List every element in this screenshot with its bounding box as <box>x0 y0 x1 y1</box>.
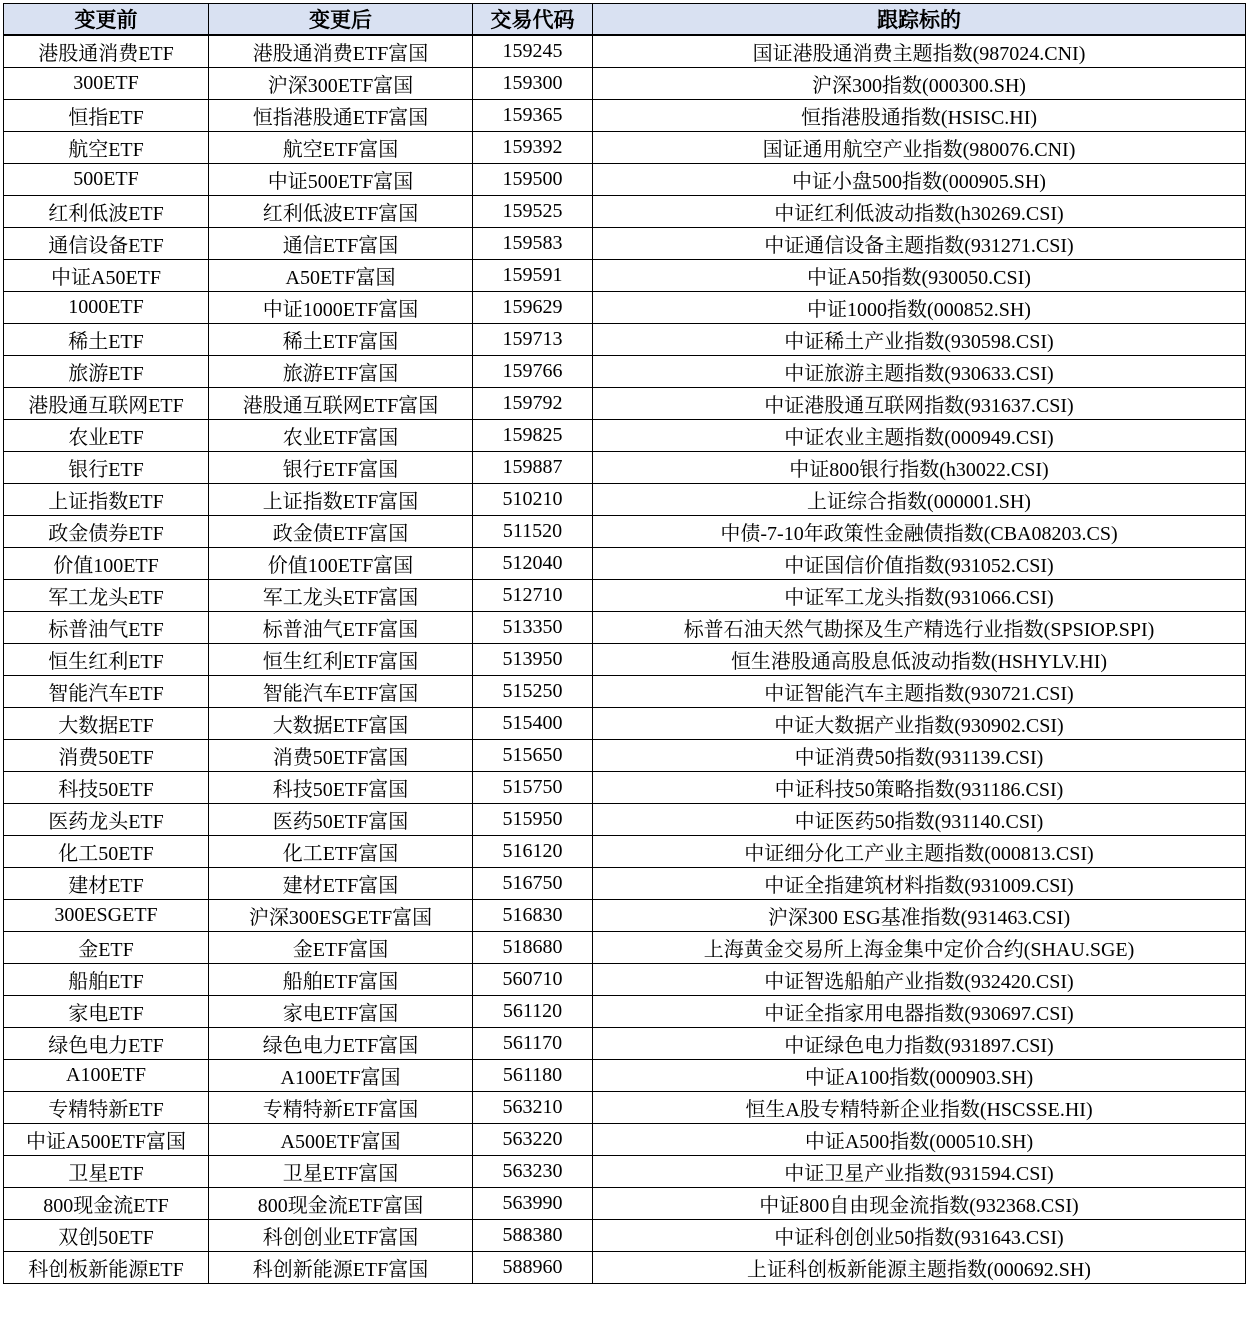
cell-before-change: 500ETF <box>4 164 209 196</box>
cell-tracking-target: 上证综合指数(000001.SH) <box>593 484 1246 516</box>
table-row <box>4 772 1246 804</box>
cell-tracking-target: 中证细分化工产业主题指数(000813.CSI) <box>593 836 1246 868</box>
table-row <box>4 996 1246 1028</box>
cell-after-change: 金ETF富国 <box>209 932 473 964</box>
cell-after-change: 沪深300ETF富国 <box>209 68 473 100</box>
table-row <box>4 644 1246 676</box>
cell-before-change: 农业ETF <box>4 420 209 452</box>
cell-tracking-target: 标普石油天然气勘探及生产精选行业指数(SPSIOP.SPI) <box>593 612 1246 644</box>
cell-ticker-code: 513950 <box>473 644 593 676</box>
table-row <box>4 612 1246 644</box>
cell-after-change: 军工龙头ETF富国 <box>209 580 473 612</box>
cell-after-change: 建材ETF富国 <box>209 868 473 900</box>
cell-before-change: 旅游ETF <box>4 356 209 388</box>
cell-before-change: 港股通消费ETF <box>4 35 209 68</box>
table-row <box>4 964 1246 996</box>
table-row <box>4 452 1246 484</box>
cell-tracking-target: 沪深300指数(000300.SH) <box>593 68 1246 100</box>
cell-tracking-target: 中证军工龙头指数(931066.CSI) <box>593 580 1246 612</box>
cell-tracking-target: 上海黄金交易所上海金集中定价合约(SHAU.SGE) <box>593 932 1246 964</box>
cell-tracking-target: 恒指港股通指数(HSISC.HI) <box>593 100 1246 132</box>
cell-before-change: 船舶ETF <box>4 964 209 996</box>
cell-before-change: 消费50ETF <box>4 740 209 772</box>
table-row <box>4 388 1246 420</box>
cell-ticker-code: 518680 <box>473 932 593 964</box>
cell-after-change: 红利低波ETF富国 <box>209 196 473 228</box>
table-row <box>4 292 1246 324</box>
cell-ticker-code: 560710 <box>473 964 593 996</box>
cell-ticker-code: 159392 <box>473 132 593 164</box>
cell-after-change: 旅游ETF富国 <box>209 356 473 388</box>
cell-ticker-code: 159792 <box>473 388 593 420</box>
cell-after-change: 800现金流ETF富国 <box>209 1188 473 1220</box>
cell-after-change: 港股通消费ETF富国 <box>209 35 473 68</box>
cell-after-change: 恒生红利ETF富国 <box>209 644 473 676</box>
cell-before-change: 军工龙头ETF <box>4 580 209 612</box>
cell-ticker-code: 159500 <box>473 164 593 196</box>
cell-before-change: 医药龙头ETF <box>4 804 209 836</box>
cell-ticker-code: 561170 <box>473 1028 593 1060</box>
cell-after-change: 科技50ETF富国 <box>209 772 473 804</box>
cell-after-change: 银行ETF富国 <box>209 452 473 484</box>
cell-ticker-code: 588960 <box>473 1252 593 1284</box>
table-row <box>4 1220 1246 1252</box>
table-row <box>4 1188 1246 1220</box>
cell-ticker-code: 515950 <box>473 804 593 836</box>
table-row <box>4 1028 1246 1060</box>
cell-before-change: 银行ETF <box>4 452 209 484</box>
cell-ticker-code: 159766 <box>473 356 593 388</box>
header-tracking-target: 跟踪标的 <box>593 4 1246 36</box>
cell-ticker-code: 515250 <box>473 676 593 708</box>
table-row <box>4 868 1246 900</box>
cell-after-change: 专精特新ETF富国 <box>209 1092 473 1124</box>
cell-after-change: 通信ETF富国 <box>209 228 473 260</box>
cell-ticker-code: 159825 <box>473 420 593 452</box>
table-header-row <box>4 4 1246 36</box>
cell-tracking-target: 中证A500指数(000510.SH) <box>593 1124 1246 1156</box>
cell-ticker-code: 516750 <box>473 868 593 900</box>
cell-ticker-code: 159365 <box>473 100 593 132</box>
cell-before-change: 化工50ETF <box>4 836 209 868</box>
cell-before-change: 稀土ETF <box>4 324 209 356</box>
header-before-change: 变更前 <box>4 4 209 36</box>
cell-after-change: 上证指数ETF富国 <box>209 484 473 516</box>
cell-tracking-target: 中证卫星产业指数(931594.CSI) <box>593 1156 1246 1188</box>
cell-after-change: 医药50ETF富国 <box>209 804 473 836</box>
cell-tracking-target: 恒生A股专精特新企业指数(HSCSSE.HI) <box>593 1092 1246 1124</box>
table-row <box>4 228 1246 260</box>
cell-before-change: 红利低波ETF <box>4 196 209 228</box>
table-row <box>4 708 1246 740</box>
cell-before-change: 双创50ETF <box>4 1220 209 1252</box>
cell-before-change: 标普油气ETF <box>4 612 209 644</box>
cell-tracking-target: 中证全指建筑材料指数(931009.CSI) <box>593 868 1246 900</box>
cell-tracking-target: 中证红利低波动指数(h30269.CSI) <box>593 196 1246 228</box>
cell-before-change: 价值100ETF <box>4 548 209 580</box>
cell-ticker-code: 516830 <box>473 900 593 932</box>
cell-ticker-code: 561180 <box>473 1060 593 1092</box>
cell-ticker-code: 510210 <box>473 484 593 516</box>
cell-ticker-code: 516120 <box>473 836 593 868</box>
cell-before-change: 航空ETF <box>4 132 209 164</box>
cell-tracking-target: 中证消费50指数(931139.CSI) <box>593 740 1246 772</box>
cell-ticker-code: 513350 <box>473 612 593 644</box>
table-row <box>4 836 1246 868</box>
cell-after-change: 卫星ETF富国 <box>209 1156 473 1188</box>
cell-ticker-code: 588380 <box>473 1220 593 1252</box>
table-row <box>4 932 1246 964</box>
cell-after-change: 大数据ETF富国 <box>209 708 473 740</box>
cell-tracking-target: 中证大数据产业指数(930902.CSI) <box>593 708 1246 740</box>
cell-tracking-target: 中证800自由现金流指数(932368.CSI) <box>593 1188 1246 1220</box>
cell-ticker-code: 515400 <box>473 708 593 740</box>
cell-after-change: 中证500ETF富国 <box>209 164 473 196</box>
cell-after-change: 标普油气ETF富国 <box>209 612 473 644</box>
cell-before-change: 上证指数ETF <box>4 484 209 516</box>
table-row <box>4 260 1246 292</box>
cell-tracking-target: 中证绿色电力指数(931897.CSI) <box>593 1028 1246 1060</box>
table-row <box>4 100 1246 132</box>
cell-tracking-target: 中证智选船舶产业指数(932420.CSI) <box>593 964 1246 996</box>
cell-tracking-target: 国证通用航空产业指数(980076.CNI) <box>593 132 1246 164</box>
cell-tracking-target: 中证小盘500指数(000905.SH) <box>593 164 1246 196</box>
cell-after-change: 恒指港股通ETF富国 <box>209 100 473 132</box>
cell-tracking-target: 中债-7-10年政策性金融债指数(CBA08203.CS) <box>593 516 1246 548</box>
header-after-change: 变更后 <box>209 4 473 36</box>
cell-ticker-code: 511520 <box>473 516 593 548</box>
header-ticker-code: 交易代码 <box>473 4 593 36</box>
cell-before-change: 恒指ETF <box>4 100 209 132</box>
cell-tracking-target: 恒生港股通高股息低波动指数(HSHYLV.HI) <box>593 644 1246 676</box>
cell-after-change: 绿色电力ETF富国 <box>209 1028 473 1060</box>
cell-after-change: 化工ETF富国 <box>209 836 473 868</box>
cell-ticker-code: 159887 <box>473 452 593 484</box>
cell-tracking-target: 中证旅游主题指数(930633.CSI) <box>593 356 1246 388</box>
table-row <box>4 548 1246 580</box>
cell-before-change: 政金债券ETF <box>4 516 209 548</box>
cell-ticker-code: 159525 <box>473 196 593 228</box>
cell-after-change: 政金债ETF富国 <box>209 516 473 548</box>
cell-before-change: 300ETF <box>4 68 209 100</box>
cell-tracking-target: 中证科创创业50指数(931643.CSI) <box>593 1220 1246 1252</box>
cell-ticker-code: 563990 <box>473 1188 593 1220</box>
table-body <box>4 35 1246 1284</box>
cell-tracking-target: 国证港股通消费主题指数(987024.CNI) <box>593 35 1246 68</box>
cell-tracking-target: 中证1000指数(000852.SH) <box>593 292 1246 324</box>
cell-ticker-code: 561120 <box>473 996 593 1028</box>
cell-before-change: 300ESGETF <box>4 900 209 932</box>
table-row <box>4 484 1246 516</box>
table-row <box>4 132 1246 164</box>
cell-before-change: 家电ETF <box>4 996 209 1028</box>
cell-after-change: 船舶ETF富国 <box>209 964 473 996</box>
cell-after-change: 稀土ETF富国 <box>209 324 473 356</box>
cell-after-change: A100ETF富国 <box>209 1060 473 1092</box>
cell-tracking-target: 中证医药50指数(931140.CSI) <box>593 804 1246 836</box>
cell-ticker-code: 159591 <box>473 260 593 292</box>
cell-ticker-code: 159583 <box>473 228 593 260</box>
table-row <box>4 900 1246 932</box>
cell-before-change: 专精特新ETF <box>4 1092 209 1124</box>
cell-tracking-target: 中证通信设备主题指数(931271.CSI) <box>593 228 1246 260</box>
cell-after-change: 农业ETF富国 <box>209 420 473 452</box>
table-row <box>4 1092 1246 1124</box>
cell-after-change: 科创创业ETF富国 <box>209 1220 473 1252</box>
table-row <box>4 68 1246 100</box>
cell-ticker-code: 159245 <box>473 35 593 68</box>
cell-tracking-target: 中证国信价值指数(931052.CSI) <box>593 548 1246 580</box>
cell-before-change: 1000ETF <box>4 292 209 324</box>
cell-after-change: 沪深300ESGETF富国 <box>209 900 473 932</box>
cell-ticker-code: 515750 <box>473 772 593 804</box>
cell-ticker-code: 563220 <box>473 1124 593 1156</box>
table-row <box>4 1156 1246 1188</box>
table-row <box>4 35 1246 68</box>
cell-after-change: A50ETF富国 <box>209 260 473 292</box>
cell-after-change: 港股通互联网ETF富国 <box>209 388 473 420</box>
cell-tracking-target: 沪深300 ESG基准指数(931463.CSI) <box>593 900 1246 932</box>
cell-before-change: 金ETF <box>4 932 209 964</box>
cell-before-change: A100ETF <box>4 1060 209 1092</box>
cell-tracking-target: 中证农业主题指数(000949.CSI) <box>593 420 1246 452</box>
table-row <box>4 580 1246 612</box>
cell-before-change: 科创板新能源ETF <box>4 1252 209 1284</box>
cell-tracking-target: 中证科技50策略指数(931186.CSI) <box>593 772 1246 804</box>
cell-ticker-code: 512040 <box>473 548 593 580</box>
cell-before-change: 智能汽车ETF <box>4 676 209 708</box>
table-row <box>4 420 1246 452</box>
cell-ticker-code: 563230 <box>473 1156 593 1188</box>
table-row <box>4 164 1246 196</box>
cell-ticker-code: 159629 <box>473 292 593 324</box>
cell-tracking-target: 中证智能汽车主题指数(930721.CSI) <box>593 676 1246 708</box>
cell-tracking-target: 中证港股通互联网指数(931637.CSI) <box>593 388 1246 420</box>
cell-before-change: 大数据ETF <box>4 708 209 740</box>
cell-after-change: 科创新能源ETF富国 <box>209 1252 473 1284</box>
table-row <box>4 1060 1246 1092</box>
cell-after-change: 智能汽车ETF富国 <box>209 676 473 708</box>
cell-tracking-target: 中证稀土产业指数(930598.CSI) <box>593 324 1246 356</box>
cell-before-change: 恒生红利ETF <box>4 644 209 676</box>
table-row <box>4 516 1246 548</box>
cell-ticker-code: 515650 <box>473 740 593 772</box>
cell-before-change: 港股通互联网ETF <box>4 388 209 420</box>
cell-before-change: 绿色电力ETF <box>4 1028 209 1060</box>
cell-after-change: 价值100ETF富国 <box>209 548 473 580</box>
cell-before-change: 科技50ETF <box>4 772 209 804</box>
table-row <box>4 1124 1246 1156</box>
cell-after-change: 中证1000ETF富国 <box>209 292 473 324</box>
cell-before-change: 卫星ETF <box>4 1156 209 1188</box>
table-row <box>4 676 1246 708</box>
cell-after-change: 消费50ETF富国 <box>209 740 473 772</box>
cell-tracking-target: 中证全指家用电器指数(930697.CSI) <box>593 996 1246 1028</box>
table-row <box>4 1252 1246 1284</box>
cell-tracking-target: 中证800银行指数(h30022.CSI) <box>593 452 1246 484</box>
cell-ticker-code: 512710 <box>473 580 593 612</box>
cell-tracking-target: 中证A50指数(930050.CSI) <box>593 260 1246 292</box>
table-row <box>4 804 1246 836</box>
table-row <box>4 740 1246 772</box>
cell-ticker-code: 563210 <box>473 1092 593 1124</box>
cell-ticker-code: 159300 <box>473 68 593 100</box>
cell-ticker-code: 159713 <box>473 324 593 356</box>
cell-before-change: 800现金流ETF <box>4 1188 209 1220</box>
cell-after-change: 航空ETF富国 <box>209 132 473 164</box>
cell-after-change: A500ETF富国 <box>209 1124 473 1156</box>
table-row <box>4 356 1246 388</box>
table-row <box>4 196 1246 228</box>
cell-tracking-target: 中证A100指数(000903.SH) <box>593 1060 1246 1092</box>
cell-tracking-target: 上证科创板新能源主题指数(000692.SH) <box>593 1252 1246 1284</box>
cell-before-change: 中证A500ETF富国 <box>4 1124 209 1156</box>
cell-after-change: 家电ETF富国 <box>209 996 473 1028</box>
table-row <box>4 324 1246 356</box>
cell-before-change: 建材ETF <box>4 868 209 900</box>
cell-before-change: 中证A50ETF <box>4 260 209 292</box>
etf-rename-table <box>3 3 1246 1284</box>
cell-before-change: 通信设备ETF <box>4 228 209 260</box>
